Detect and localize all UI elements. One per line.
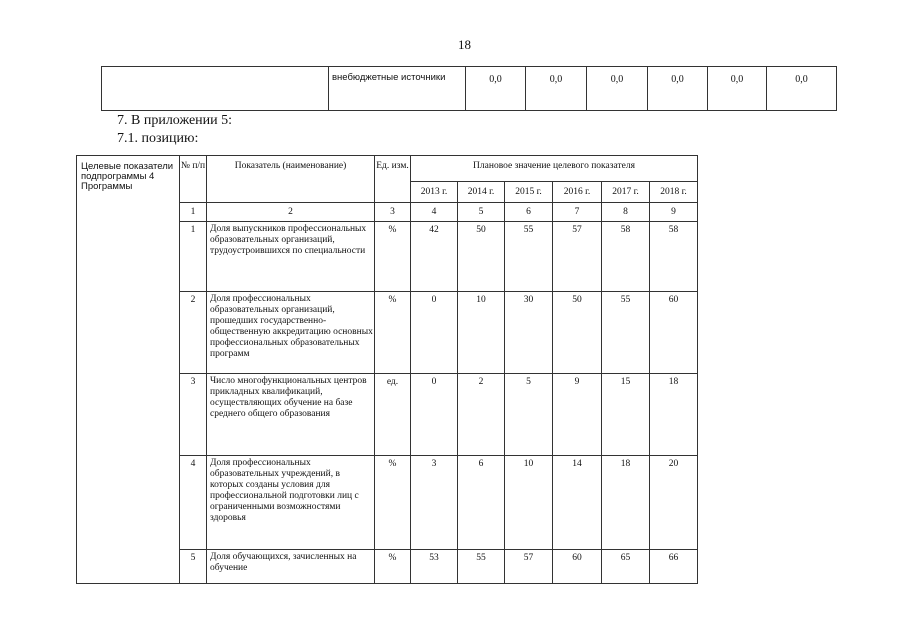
column-index: 2 — [207, 203, 375, 222]
column-index: 9 — [650, 203, 698, 222]
value-cell: 50 — [458, 222, 505, 292]
value-cell: 58 — [602, 222, 650, 292]
value-cell: 55 — [505, 222, 553, 292]
unit-cell: % — [375, 292, 411, 374]
subprogram-label: Целевые показатели подпрограммы 4 Программы — [77, 156, 180, 584]
unit-cell: ед. — [375, 374, 411, 456]
value-cell: 5 — [505, 374, 553, 456]
year-header: 2017 г. — [602, 182, 650, 203]
value-cell: 30 — [505, 292, 553, 374]
value-cell: 3 — [411, 456, 458, 550]
value-cell: 55 — [458, 550, 505, 584]
row-number: 5 — [180, 550, 207, 584]
value-cell: 60 — [650, 292, 698, 374]
column-index: 7 — [553, 203, 602, 222]
value-cell: 65 — [602, 550, 650, 584]
value-cell: 0 — [411, 292, 458, 374]
value-cell: 66 — [650, 550, 698, 584]
value-cell: 55 — [602, 292, 650, 374]
year-header: 2013 г. — [411, 182, 458, 203]
row-number: 4 — [180, 456, 207, 550]
empty-cell — [102, 67, 329, 111]
table-row — [102, 67, 837, 111]
col-plan-header: Плановое значение целевого показателя — [411, 156, 698, 182]
indicator-name: Доля профессиональных образовательных организаций, прошедших государственно-общественную аккредитацию основных профессиональных образовательных программ — [207, 292, 375, 374]
value-cell: 20 — [650, 456, 698, 550]
funding-source-label: внебюджетные источники — [329, 67, 466, 111]
value-cell: 18 — [602, 456, 650, 550]
column-index: 3 — [375, 203, 411, 222]
value-cell: 0,0 — [466, 67, 526, 111]
col-number-header: № п/п — [180, 156, 207, 203]
indicator-name: Доля обучающихся, зачисленных на обучение — [207, 550, 375, 584]
column-index: 8 — [602, 203, 650, 222]
value-cell: 6 — [458, 456, 505, 550]
page-number: 18 — [458, 37, 471, 52]
col-unit-header: Ед. изм. — [375, 156, 411, 203]
value-cell: 57 — [505, 550, 553, 584]
indicator-name: Число многофункциональных центров прикладных квалификаций, осуществляющих обучение на базе среднего общего образования — [207, 374, 375, 456]
value-cell: 9 — [553, 374, 602, 456]
budget-table-fragment — [101, 66, 837, 111]
value-cell: 10 — [505, 456, 553, 550]
unit-cell: % — [375, 222, 411, 292]
value-cell: 42 — [411, 222, 458, 292]
value-cell: 0,0 — [708, 67, 767, 111]
value-cell: 0,0 — [767, 67, 837, 111]
col-name-header: Показатель (наименование) — [207, 156, 375, 203]
paragraph-7-1: 7.1. позицию: — [117, 131, 199, 146]
value-cell: 0,0 — [587, 67, 648, 111]
row-number: 2 — [180, 292, 207, 374]
value-cell: 50 — [553, 292, 602, 374]
paragraph-7: 7. В приложении 5: — [117, 113, 233, 128]
row-number: 3 — [180, 374, 207, 456]
value-cell: 0,0 — [648, 67, 708, 111]
indicator-name: Доля выпускников профессиональных образовательных организаций, трудоустроившихся по специальности — [207, 222, 375, 292]
header-row — [77, 156, 698, 182]
value-cell: 15 — [602, 374, 650, 456]
value-cell: 53 — [411, 550, 458, 584]
unit-cell: % — [375, 550, 411, 584]
value-cell: 10 — [458, 292, 505, 374]
indicator-name: Доля профессиональных образовательных учреждений, в которых созданы условия для профессиональной подготовки лиц с ограниченными возможностями здоровья — [207, 456, 375, 550]
year-header: 2014 г. — [458, 182, 505, 203]
year-header: 2018 г. — [650, 182, 698, 203]
value-cell: 58 — [650, 222, 698, 292]
value-cell: 57 — [553, 222, 602, 292]
value-cell: 60 — [553, 550, 602, 584]
unit-cell: % — [375, 456, 411, 550]
value-cell: 0 — [411, 374, 458, 456]
year-header: 2016 г. — [553, 182, 602, 203]
column-index: 1 — [180, 203, 207, 222]
year-header: 2015 г. — [505, 182, 553, 203]
value-cell: 2 — [458, 374, 505, 456]
column-index: 6 — [505, 203, 553, 222]
value-cell: 14 — [553, 456, 602, 550]
row-number: 1 — [180, 222, 207, 292]
column-index: 4 — [411, 203, 458, 222]
column-index: 5 — [458, 203, 505, 222]
value-cell: 18 — [650, 374, 698, 456]
target-indicators-table — [76, 155, 698, 584]
value-cell: 0,0 — [526, 67, 587, 111]
